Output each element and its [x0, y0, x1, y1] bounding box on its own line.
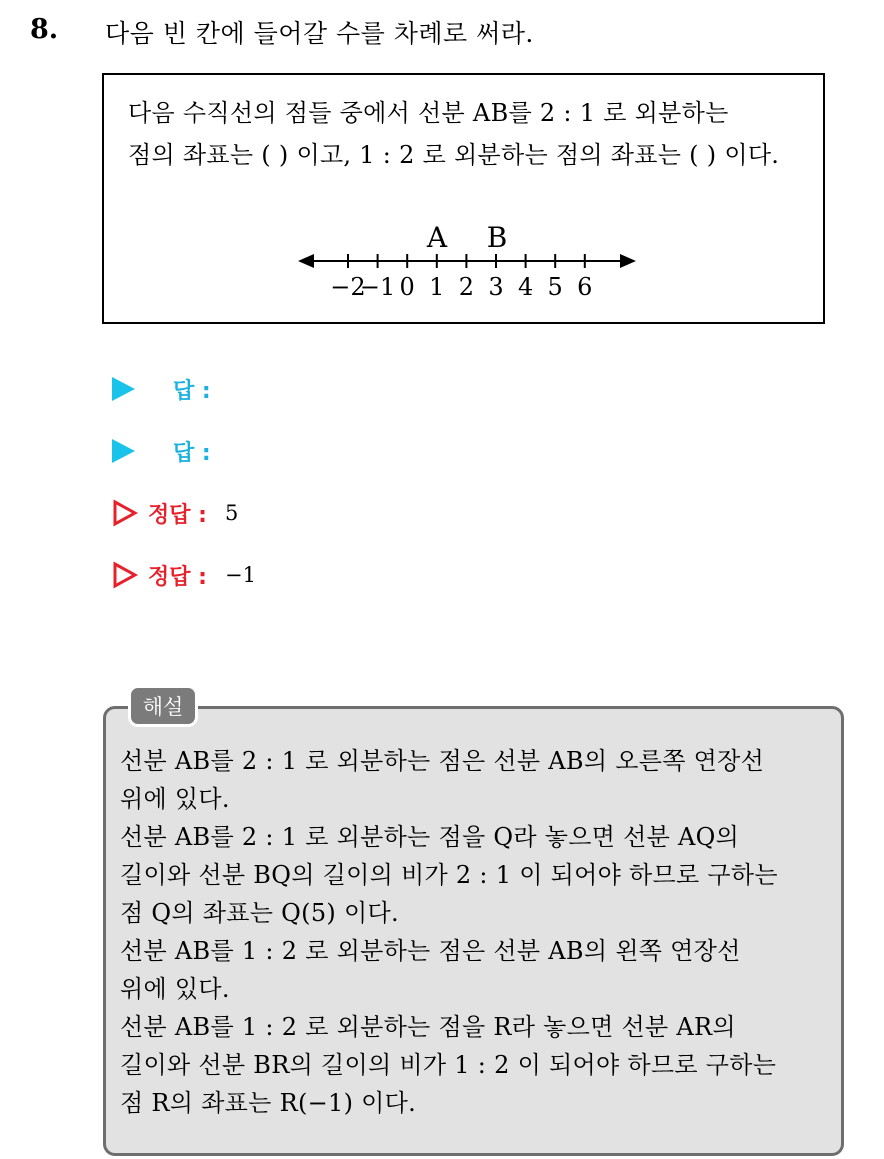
explanation-line: 점 Q의 좌표는 Q(5) 이다. [120, 899, 399, 927]
correct-value: 5 [224, 501, 239, 525]
correct-row-2 [112, 558, 256, 592]
number-line-tick-label: 1 [429, 273, 445, 301]
explanation-line: 선분 AB를 2 : 1 로 외분하는 점을 Q라 놓으면 선분 AQ의 [120, 823, 740, 851]
answer-row-1 [112, 372, 211, 406]
number-line-tick-label: 6 [577, 273, 593, 301]
explanation-line: 점 R의 좌표는 R(−1) 이다. [120, 1089, 417, 1117]
arrow-right-icon [620, 254, 636, 268]
explanation-line: 위에 있다. [120, 975, 230, 1003]
number-line-tick-label: 4 [517, 273, 534, 301]
correct-label: 정답 : [148, 564, 207, 590]
answer-label: 답 : [173, 440, 211, 466]
outline-triangle-icon [112, 499, 138, 527]
correct-row-1 [112, 496, 238, 530]
point-label-a: A [426, 221, 448, 254]
number-line-tick-label: 5 [547, 273, 563, 301]
explanation-line: 선분 AB를 2 : 1 로 외분하는 점은 선분 AB의 오른쪽 연장선 [120, 747, 765, 775]
number-line-tick-label: −2 [330, 273, 366, 301]
explanation-tag: 해설 [128, 685, 198, 727]
explanation-line: 위에 있다. [120, 785, 230, 813]
correct-label: 정답 : [148, 502, 207, 528]
number-line-tick-label: 0 [399, 273, 415, 301]
answer-row-2 [112, 434, 211, 468]
arrow-left-icon [298, 254, 314, 268]
outline-triangle-icon [112, 561, 138, 589]
explanation-line: 길이와 선분 BR의 길이의 비가 1 : 2 이 되어야 하므로 구하는 [120, 1051, 777, 1079]
number-line [104, 75, 827, 326]
point-label-b: B [486, 221, 508, 254]
number-line-tick-label: −1 [359, 273, 396, 301]
explanation-line: 길이와 선분 BQ의 길이의 비가 2 : 1 이 되어야 하므로 구하는 [120, 861, 778, 889]
play-triangle-icon [112, 377, 135, 401]
problem-line-1: 다음 수직선의 점들 중에서 선분 AB를 2 : 1 로 외분하는 [128, 99, 729, 127]
problem-line-2: 점의 좌표는 ( ) 이고, 1 : 2 로 외분하는 점의 좌표는 ( ) 이다. [128, 141, 780, 169]
explanation-line: 선분 AB를 1 : 2 로 외분하는 점을 R라 놓으면 선분 AR의 [120, 1013, 736, 1041]
question-number: 8. [30, 14, 59, 45]
problem-box [102, 73, 825, 324]
explanation-line: 선분 AB를 1 : 2 로 외분하는 점은 선분 AB의 왼쪽 연장선 [120, 937, 741, 965]
correct-value: −1 [224, 563, 256, 587]
number-line-tick-label: 3 [488, 273, 504, 301]
answer-label: 답 : [173, 378, 211, 404]
question-prompt: 다음 빈 칸에 들어갈 수를 차례로 써라. [105, 19, 534, 48]
play-triangle-icon [112, 439, 135, 463]
number-line-tick-label: 2 [458, 273, 475, 301]
